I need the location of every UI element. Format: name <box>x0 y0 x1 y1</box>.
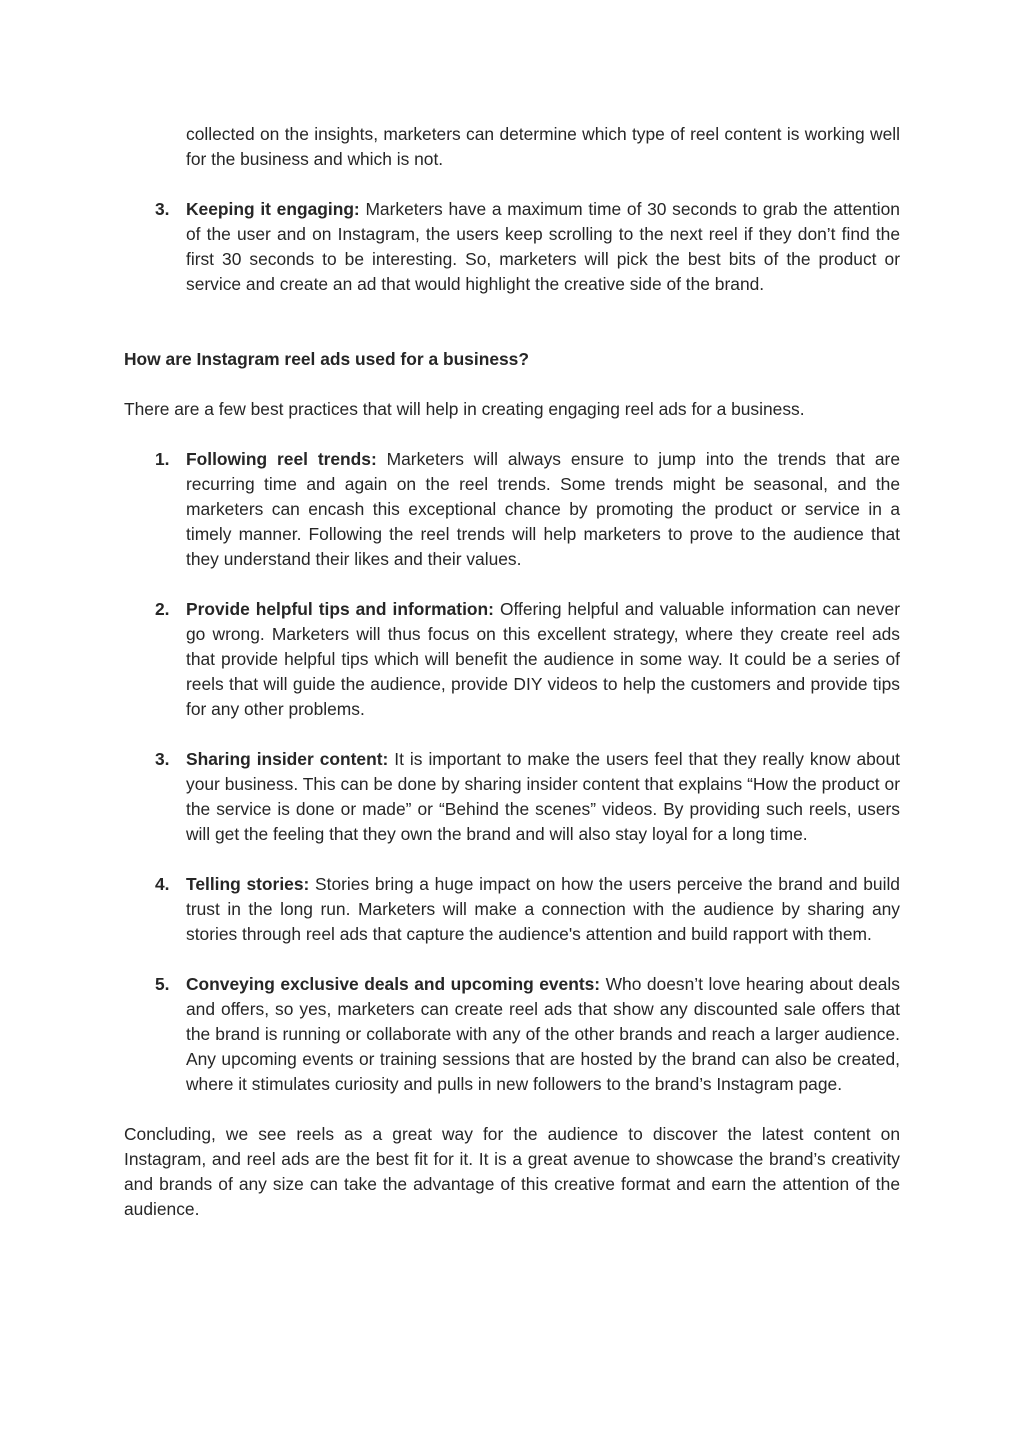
list-item-text: Stories bring a huge impact on how the users perceive the brand and build trust in the long run. Marketers will make a connection with the audience by sharing any stories through reel ads that capture the audience's attention and build rapport with them. <box>186 874 900 944</box>
list-item-number: 5. <box>155 974 170 994</box>
list-item-text: Offering helpful and valuable information can never go wrong. Marketers will thus focus on this excellent strategy, where they create reel ads that provide helpful tips which will benefit the audience in some way. It could be a series of reels that will guide the audience, provide DIY videos to help the customers and provide tips for any other problems. <box>186 599 900 719</box>
list-item-lead: Conveying exclusive deals and upcoming events: <box>186 974 601 994</box>
list-item-text: Marketers will always ensure to jump into the trends that are recurring time and again on the reel trends. Some trends might be seasonal, and the marketers can encash this exceptional chance by promoting the product or service in a timely manner. Following the reel trends will help marketers to prove to the audience that they understand their likes and their values. <box>186 449 900 569</box>
list-item-lead: Keeping it engaging: <box>186 199 360 219</box>
list-item-text: Who doesn’t love hearing about deals and offers, so yes, marketers can create reel ads that show any discounted sale offers that the brand is running or collaborate with any of the other brands and reach a larger audience. Any upcoming events or training sessions that are hosted by the brand can also be created, where it stimulates curiosity and pulls in new followers to the brand’s Instagram page. <box>186 974 900 1094</box>
conclusion-paragraph: Concluding, we see reels as a great way for the audience to discover the latest content on Instagram, and reel ads are the best fit for it. It is a great avenue to showcase the brand’s creativity and brands of any size can take the advantage of this creative format and earn the attention of the audience. <box>124 1124 900 1219</box>
section-heading: How are Instagram reel ads used for a business? <box>124 349 529 369</box>
list-item <box>124 872 900 947</box>
list-item-number: 3. <box>155 199 170 219</box>
list-item-text: Marketers have a maximum time of 30 seconds to grab the attention of the user and on Instagram, the users keep scrolling to the next reel if they don’t find the first 30 seconds to be interesting. So, marketers will pick the best bits of the product or service and create an ad that would highlight the creative side of the brand. <box>186 199 900 294</box>
list-item-text: It is important to make the users feel that they really know about your business. This can be done by sharing insider content that explains “How the product or the service is done or made” or “Behind the scenes” videos. By providing such reels, users will get the feeling that they own the brand and will also stay loyal for a long time. <box>186 749 900 844</box>
list-item-lead: Following reel trends: <box>186 449 377 469</box>
list-item <box>124 972 900 1097</box>
list-item-number: 4. <box>155 874 170 894</box>
list-item <box>124 447 900 572</box>
list-item-number: 2. <box>155 599 170 619</box>
list-item <box>124 197 900 297</box>
list-item-number: 1. <box>155 449 170 469</box>
list-item <box>124 597 900 722</box>
list-item-lead: Sharing insider content: <box>186 749 389 769</box>
intro-paragraph: There are a few best practices that will help in creating engaging reel ads for a business. <box>124 399 805 419</box>
document-page <box>124 122 900 1222</box>
list-item-number: 3. <box>155 749 170 769</box>
list-item-lead: Provide helpful tips and information: <box>186 599 494 619</box>
continuation-paragraph: collected on the insights, marketers can determine which type of reel content is working well for the business and which is not. <box>186 124 900 169</box>
list-item-lead: Telling stories: <box>186 874 310 894</box>
list-item <box>124 747 900 847</box>
